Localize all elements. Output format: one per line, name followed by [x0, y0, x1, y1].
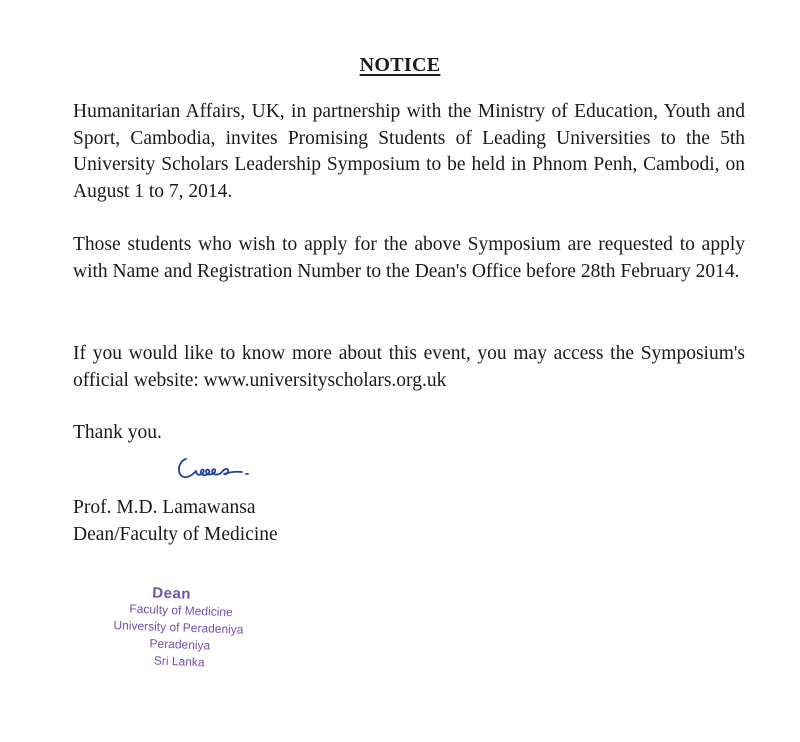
paragraph-invitation: Humanitarian Affairs, UK, in partnership with the Ministry of Education, Youth and Sport, Cambodia, invites Promising Students of Leading Universities to the 5th University Scholars Leadership Symposium to be held in Phnom Penh, Cambodi, on August 1 to 7, 2014. [73, 101, 745, 202]
stamp-line-country: Sri Lanka [153, 653, 205, 670]
signatory-name: Prof. M.D. Lamawansa [73, 497, 256, 518]
handwritten-signature [172, 445, 272, 485]
paragraph-application: Those students who wish to apply for the above Symposium are requested to apply with Name and Registration Number to the Dean's Office before 28th February 2014. [73, 234, 745, 282]
stamp-line-university: University of Peradeniya [113, 618, 244, 637]
notice-title: NOTICE [359, 54, 441, 76]
signatory-title: Dean/Faculty of Medicine [73, 524, 278, 545]
stamp-line-faculty: Faculty of Medicine [129, 601, 233, 620]
closing-text: Thank you. [73, 422, 162, 443]
paragraph-website: If you would like to know more about this event, you may access the Symposium's official website: www.universityscholars.org.uk [73, 343, 745, 391]
official-stamp [79, 582, 282, 674]
stamp-line-dean: Dean [152, 584, 192, 603]
stamp-line-city: Peradeniya [149, 636, 211, 653]
